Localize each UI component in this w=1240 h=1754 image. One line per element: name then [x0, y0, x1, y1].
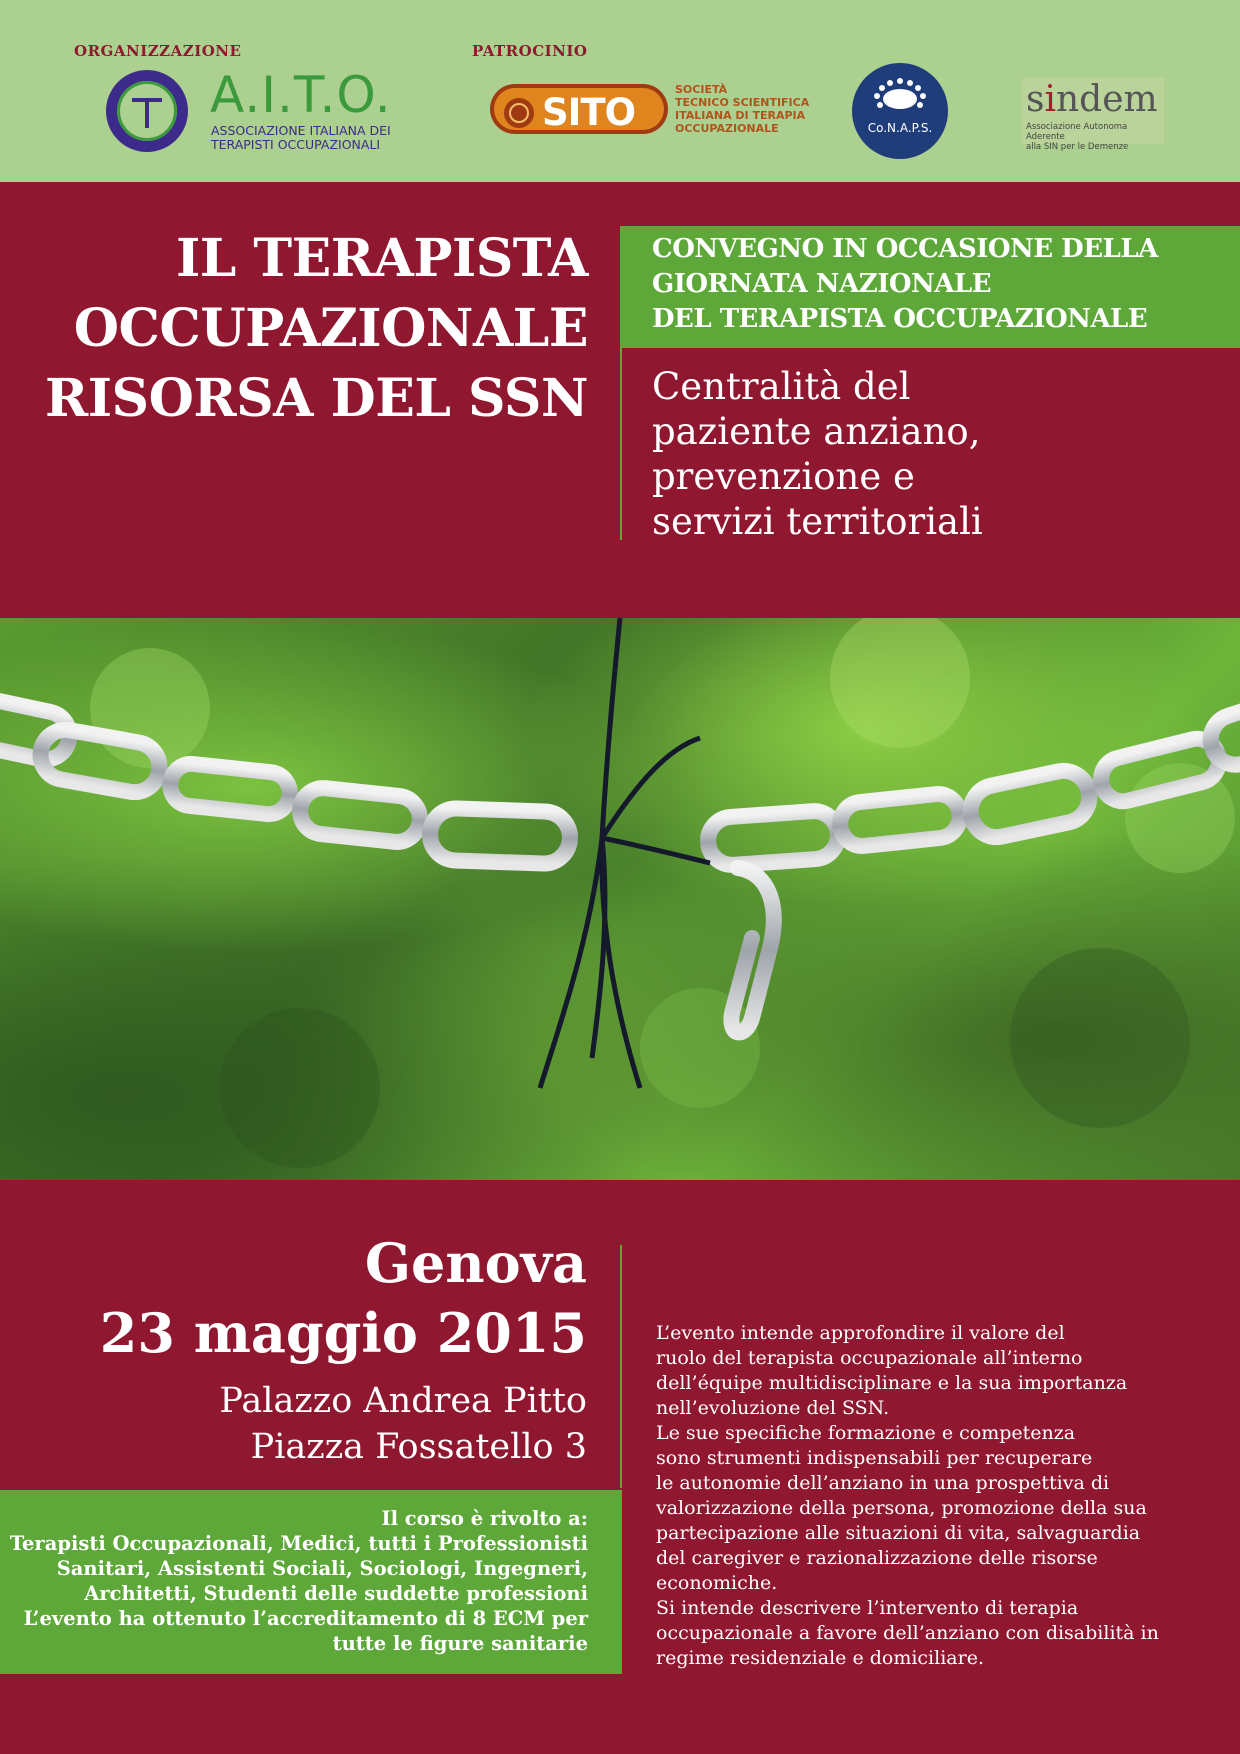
- event-subtitle: Centralità del paziente anziano, prevenzione e servizi territoriali: [652, 365, 983, 543]
- sindem-logo-subtitle: Associazione Autonoma Aderente alla SIN per le Demenze: [1026, 122, 1129, 152]
- sito-logo-subtitle: SOCIETÀ TECNICO SCIENTIFICA ITALIANA DI TERAPIA OCCUPAZIONALE: [675, 83, 810, 135]
- aito-logo-icon: [106, 70, 188, 152]
- event-description: L’evento intende approfondire il valore del ruolo del terapista occupazionale all’interno dell’équipe multidisciplinare e la sua importanza nell’evoluzione del SSN. Le sue specifiche formazione e competenza sono strumenti indispensabili per recuperare le autonomie dell’anziano in una prospettiva di valorizzazione della persona, promozione della sua partecipazione alle situazioni di vita, salvaguardia del caregiver e razionalizzazione delle risorse economiche. Si intende descrivere l’intervento di terapia occupazionale a favore dell’anziano con disabilità in regime residenziale e domiciliare.: [656, 1322, 1159, 1669]
- aito-logo-subtitle: ASSOCIAZIONE ITALIANA DEI TERAPISTI OCCUPAZIONALI: [211, 123, 391, 152]
- sindem-logo: [1022, 78, 1164, 152]
- conaps-logo-name: Co.N.A.P.S.: [867, 121, 933, 135]
- chain-photo: [0, 618, 1240, 1180]
- patrocinio-label: PATROCINIO: [472, 42, 588, 60]
- sito-logo-name: SITO: [542, 91, 636, 134]
- conaps-logo: [852, 63, 948, 159]
- organizzazione-label: ORGANIZZAZIONE: [74, 42, 242, 60]
- divider-line: [620, 1245, 622, 1488]
- sito-logo-icon: [504, 98, 534, 128]
- convegno-heading: CONVEGNO IN OCCASIONE DELLA GIORNATA NAZIONALE DEL TERAPISTA OCCUPAZIONALE: [652, 234, 1158, 334]
- event-venue: Palazzo Andrea Pitto Piazza Fossatello 3: [219, 1381, 587, 1467]
- divider-line: [620, 346, 622, 540]
- audience-text: Il corso è rivolto a: Terapisti Occupazionali, Medici, tutti i Professionisti Sanitari, Assistenti Sociali, Sociologi, Ingegneri, Architetti, Studenti delle suddette professioni L’evento ha ottenuto l’accreditamento di 8 ECM per tutte le figure sanitarie: [9, 1507, 588, 1655]
- sindem-logo-name: sindem: [1026, 79, 1158, 120]
- broken-chain-illustration: [0, 618, 1240, 1180]
- page-title: IL TERAPISTA OCCUPAZIONALE RISORSA DEL SSN: [45, 228, 588, 429]
- conaps-flower-icon: [870, 77, 930, 117]
- logos-band: [0, 0, 1240, 182]
- aito-logo-name: A.I.T.O.: [210, 66, 392, 124]
- sito-logo: [490, 84, 668, 134]
- event-city-date: Genova 23 maggio 2015: [99, 1231, 587, 1365]
